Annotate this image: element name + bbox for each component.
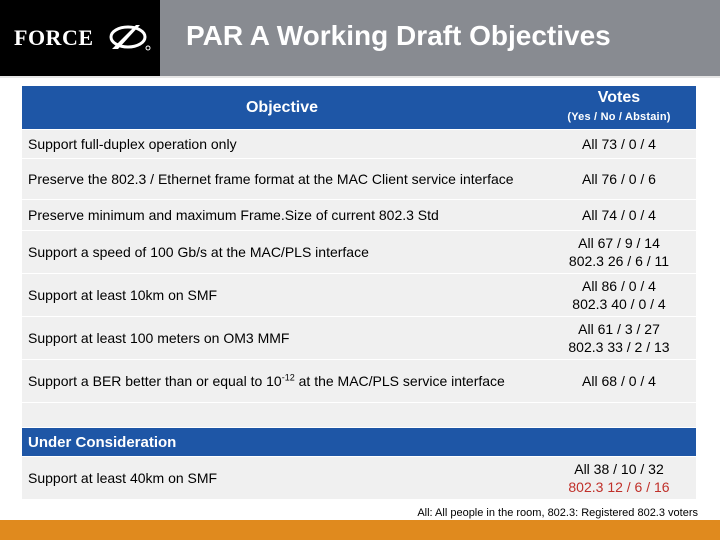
table-row xyxy=(22,130,696,159)
objective-cell: Support at least 100 meters on OM3 MMF xyxy=(28,329,290,346)
vote-all: All 38 / 10 / 32 xyxy=(574,461,664,477)
table-row xyxy=(22,457,696,500)
votes-cell xyxy=(542,317,696,359)
table-row xyxy=(22,159,696,200)
objective-text: Support a BER better than or equal to 10 xyxy=(28,372,282,389)
votes-cell xyxy=(542,274,696,316)
objective-cell: Support at least 10km on SMF xyxy=(28,286,218,303)
header-divider xyxy=(0,76,720,78)
table-row xyxy=(22,360,696,403)
votes-cell xyxy=(542,231,696,273)
spacer-row xyxy=(22,403,696,428)
objective-cell: Support at least 40km on SMF xyxy=(28,469,218,486)
votes-header-sublabel: (Yes / No / Abstain) xyxy=(567,111,671,123)
logo-wordmark: FORCE xyxy=(14,25,94,50)
votes-cell xyxy=(542,200,696,230)
vote-8023: 802.3 33 / 2 / 13 xyxy=(568,339,670,355)
vote-8023: 802.3 40 / 0 / 4 xyxy=(572,296,666,312)
objective-cell xyxy=(28,360,538,402)
table-row xyxy=(22,317,696,360)
table-row xyxy=(22,231,696,274)
under-consideration-header xyxy=(22,428,696,456)
objective-cell: Support full-duplex operation only xyxy=(28,135,237,152)
vote-all: All 68 / 0 / 4 xyxy=(582,373,656,389)
objective-cell: Preserve minimum and maximum Frame.Size of current 802.3 Std xyxy=(28,206,439,223)
vote-all: All 73 / 0 / 4 xyxy=(582,136,656,152)
exponent: -12 xyxy=(281,371,295,382)
objective-cell: Support a speed of 100 Gb/s at the MAC/PLS interface xyxy=(28,243,369,260)
company-logo xyxy=(0,0,160,76)
objective-cell: Preserve the 802.3 / Ethernet frame format at the MAC Client service interface xyxy=(28,170,514,187)
objective-column-header: Objective xyxy=(245,98,319,116)
vote-8023: 802.3 26 / 6 / 11 xyxy=(568,253,670,269)
vote-8023: 802.3 12 / 6 / 16 xyxy=(568,479,670,495)
votes-cell xyxy=(542,360,696,402)
votes-cell xyxy=(542,159,696,199)
table-header-row xyxy=(22,86,696,129)
logo-swoosh-icon xyxy=(106,22,152,52)
votes-column-header xyxy=(542,86,696,129)
bottom-accent-bar xyxy=(0,520,720,540)
vote-all: All 74 / 0 / 4 xyxy=(582,207,656,223)
votes-cell xyxy=(542,457,696,499)
votes-cell xyxy=(542,130,696,158)
objective-text-cont: at the MAC/PLS service interface xyxy=(294,372,505,389)
footnote: All: All people in the room, 802.3: Registered 802.3 voters xyxy=(417,507,698,519)
slide-title: PAR A Working Draft Objectives xyxy=(186,20,611,51)
vote-all: All 76 / 0 / 6 xyxy=(582,171,656,187)
vote-all: All 67 / 9 / 14 xyxy=(578,235,660,251)
vote-all: All 86 / 0 / 4 xyxy=(582,278,656,294)
votes-header-label: Votes xyxy=(597,89,641,106)
vote-all: All 61 / 3 / 27 xyxy=(578,321,660,337)
under-consideration-label: Under Consideration xyxy=(28,433,177,451)
table-row xyxy=(22,274,696,317)
slide-header xyxy=(0,0,720,76)
table-row xyxy=(22,200,696,231)
